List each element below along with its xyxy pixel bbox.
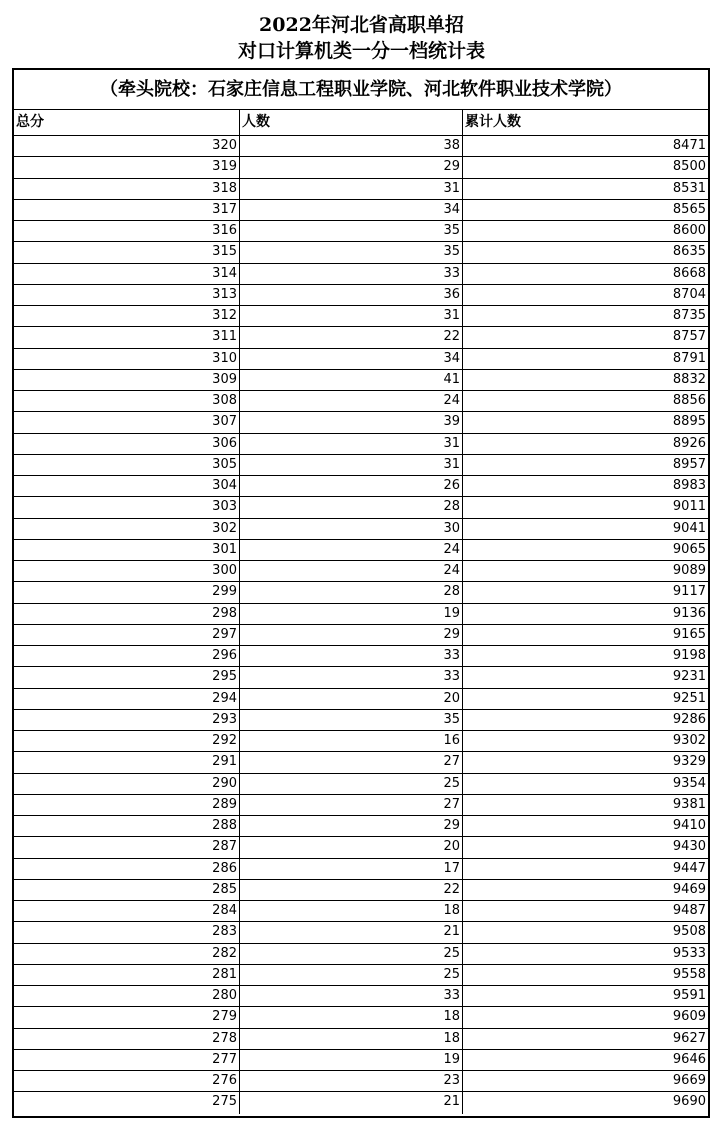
table-body (14, 136, 708, 1114)
cell-count: 33 (240, 646, 463, 666)
cell-total-score: 285 (14, 880, 240, 900)
cell-count: 34 (240, 200, 463, 220)
table-row (14, 604, 708, 625)
table-row (14, 1092, 708, 1113)
cell-count: 18 (240, 1007, 463, 1027)
cell-total-score: 296 (14, 646, 240, 666)
table-row (14, 731, 708, 752)
cell-cumulative-count: 9165 (672, 626, 706, 642)
cell-count: 19 (240, 1050, 463, 1070)
cell-total-score: 314 (14, 264, 240, 284)
cell-cumulative-count: 9690 (672, 1094, 706, 1110)
cell-total-score: 311 (14, 327, 240, 347)
score-table (12, 68, 710, 1118)
cell-count: 28 (240, 497, 463, 517)
table-row (14, 136, 708, 157)
lead-institutions-caption: （牵头院校：石家庄信息工程职业学院、河北软件职业技术学院） (14, 70, 708, 110)
cell-total-score: 304 (14, 476, 240, 496)
cell-count: 31 (240, 434, 463, 454)
cell-cumulative-count: 9508 (672, 924, 706, 940)
cell-count: 35 (240, 710, 463, 730)
cell-total-score: 292 (14, 731, 240, 751)
cell-cumulative-count: 8757 (672, 329, 706, 345)
cell-count: 30 (240, 519, 463, 539)
table-row (14, 922, 708, 943)
cell-cumulative-count: 8471 (672, 138, 706, 153)
cell-total-score: 286 (14, 859, 240, 879)
cell-cumulative-count: 9198 (672, 648, 706, 663)
cell-total-score: 310 (14, 349, 240, 369)
cell-total-score: 313 (14, 285, 240, 305)
page-subtitle-title: 对口计算机类一分一档统计表 (237, 40, 485, 62)
table-row (14, 1029, 708, 1050)
cell-count: 18 (240, 1029, 463, 1049)
cell-cumulative-count: 9354 (672, 775, 706, 791)
table-row (14, 667, 708, 688)
cell-cumulative-count: 8704 (672, 286, 706, 302)
cell-count: 24 (240, 391, 463, 411)
cell-total-score: 300 (14, 561, 240, 581)
table-row (14, 625, 708, 646)
cell-count: 16 (240, 731, 463, 751)
cell-total-score: 319 (14, 157, 240, 177)
cell-total-score: 290 (14, 774, 240, 794)
cell-count: 23 (240, 1071, 463, 1091)
cell-total-score: 282 (14, 944, 240, 964)
cell-count: 18 (240, 901, 463, 921)
cell-cumulative-count: 8983 (672, 478, 706, 493)
cell-count: 21 (240, 922, 463, 942)
cell-count: 22 (240, 327, 463, 347)
table-row (14, 221, 708, 242)
cell-cumulative-count: 9136 (672, 605, 706, 621)
table-row (14, 582, 708, 603)
cell-cumulative-count: 9381 (672, 796, 706, 812)
cell-total-score: 307 (14, 412, 240, 432)
cell-total-score: 289 (14, 795, 240, 815)
cell-cumulative-count: 9231 (672, 669, 706, 685)
table-row (14, 880, 708, 901)
cell-total-score: 308 (14, 391, 240, 411)
cell-cumulative-count: 8832 (672, 371, 706, 387)
cell-total-score: 283 (14, 922, 240, 942)
table-row (14, 774, 708, 795)
cell-total-score: 275 (14, 1092, 240, 1113)
table-row (14, 434, 708, 455)
cell-count: 24 (240, 540, 463, 560)
cell-count: 19 (240, 604, 463, 624)
table-row (14, 370, 708, 391)
table-row (14, 349, 708, 370)
cell-cumulative-count: 9627 (672, 1030, 706, 1046)
header-count: 人数 (240, 110, 463, 135)
cell-total-score: 315 (14, 242, 240, 262)
cell-cumulative-count: 8500 (672, 159, 706, 175)
cell-count: 27 (240, 795, 463, 815)
cell-cumulative-count: 8856 (672, 393, 706, 408)
cell-count: 34 (240, 349, 463, 369)
cell-cumulative-count: 9646 (672, 1051, 706, 1067)
table-row (14, 391, 708, 412)
cell-count: 26 (240, 476, 463, 496)
table-row (14, 965, 708, 986)
cell-total-score: 298 (14, 604, 240, 624)
cell-count: 41 (240, 370, 463, 390)
cell-total-score: 279 (14, 1007, 240, 1027)
cell-total-score: 277 (14, 1050, 240, 1070)
table-row (14, 540, 708, 561)
cell-cumulative-count: 9011 (672, 499, 706, 515)
table-row (14, 837, 708, 858)
table-row (14, 1071, 708, 1092)
cell-cumulative-count: 9329 (672, 754, 706, 770)
cell-total-score: 295 (14, 667, 240, 687)
table-row (14, 752, 708, 773)
cell-total-score: 303 (14, 497, 240, 517)
cell-total-score: 318 (14, 179, 240, 199)
table-row (14, 986, 708, 1007)
cell-total-score: 317 (14, 200, 240, 220)
cell-count: 31 (240, 455, 463, 475)
table-row (14, 795, 708, 816)
table-row (14, 242, 708, 263)
cell-cumulative-count: 9447 (672, 860, 706, 876)
cell-cumulative-count: 8926 (672, 435, 706, 451)
cell-total-score: 301 (14, 540, 240, 560)
cell-cumulative-count: 8668 (672, 265, 706, 281)
cell-cumulative-count: 8735 (672, 308, 706, 323)
cell-cumulative-count: 9251 (672, 690, 706, 706)
cell-cumulative-count: 9430 (672, 839, 706, 855)
cell-count: 35 (240, 221, 463, 241)
cell-total-score: 278 (14, 1029, 240, 1049)
table-row (14, 497, 708, 518)
table-row (14, 519, 708, 540)
cell-cumulative-count: 9609 (672, 1009, 706, 1025)
table-row (14, 157, 708, 178)
table-row (14, 944, 708, 965)
cell-total-score: 320 (14, 136, 240, 156)
cell-total-score: 287 (14, 837, 240, 857)
cell-count: 20 (240, 689, 463, 709)
table-row (14, 285, 708, 306)
cell-cumulative-count: 9410 (672, 818, 706, 833)
cell-total-score: 291 (14, 752, 240, 772)
cell-total-score: 312 (14, 306, 240, 326)
cell-cumulative-count: 9669 (672, 1073, 706, 1088)
cell-cumulative-count: 8791 (672, 350, 706, 366)
cell-cumulative-count: 9533 (672, 945, 706, 961)
cell-count: 25 (240, 774, 463, 794)
cell-total-score: 284 (14, 901, 240, 921)
cell-total-score: 293 (14, 710, 240, 730)
cell-cumulative-count: 9041 (672, 520, 706, 536)
cell-count: 31 (240, 179, 463, 199)
cell-count: 31 (240, 306, 463, 326)
cell-total-score: 316 (14, 221, 240, 241)
cell-count: 17 (240, 859, 463, 879)
cell-total-score: 299 (14, 582, 240, 602)
table-row (14, 1050, 708, 1071)
cell-cumulative-count: 9558 (672, 966, 706, 982)
cell-total-score: 302 (14, 519, 240, 539)
table-row (14, 476, 708, 497)
cell-cumulative-count: 8531 (672, 180, 706, 196)
cell-cumulative-count: 9302 (672, 733, 706, 748)
cell-total-score: 276 (14, 1071, 240, 1091)
table-row (14, 859, 708, 880)
cell-cumulative-count: 9065 (672, 541, 706, 557)
table-row (14, 412, 708, 433)
cell-total-score: 297 (14, 625, 240, 645)
table-row (14, 455, 708, 476)
cell-count: 22 (240, 880, 463, 900)
cell-cumulative-count: 8895 (672, 414, 706, 430)
cell-count: 28 (240, 582, 463, 602)
table-row (14, 646, 708, 667)
cell-count: 33 (240, 264, 463, 284)
cell-total-score: 294 (14, 689, 240, 709)
cell-total-score: 305 (14, 455, 240, 475)
table-row (14, 901, 708, 922)
table-row (14, 710, 708, 731)
cell-cumulative-count: 9117 (672, 584, 706, 600)
cell-count: 29 (240, 625, 463, 645)
cell-count: 21 (240, 1092, 463, 1113)
table-row (14, 689, 708, 710)
cell-count: 29 (240, 816, 463, 836)
table-header-row (14, 110, 708, 136)
cell-count: 24 (240, 561, 463, 581)
table-row (14, 179, 708, 200)
header-cumulative-count: 累计人数 (465, 114, 521, 130)
cell-count: 25 (240, 965, 463, 985)
table-row (14, 306, 708, 327)
cell-cumulative-count: 8600 (672, 223, 706, 238)
cell-total-score: 280 (14, 986, 240, 1006)
table-row (14, 561, 708, 582)
cell-cumulative-count: 8635 (672, 244, 706, 260)
cell-count: 33 (240, 986, 463, 1006)
table-row (14, 816, 708, 837)
cell-count: 25 (240, 944, 463, 964)
cell-count: 38 (240, 136, 463, 156)
cell-cumulative-count: 9286 (672, 711, 706, 727)
cell-cumulative-count: 9487 (672, 903, 706, 918)
cell-total-score: 306 (14, 434, 240, 454)
table-row (14, 327, 708, 348)
cell-cumulative-count: 9469 (672, 881, 706, 897)
cell-count: 33 (240, 667, 463, 687)
page-title: 2022年河北省高职单招 (259, 14, 464, 36)
cell-cumulative-count: 9591 (672, 988, 706, 1003)
table-row (14, 264, 708, 285)
cell-cumulative-count: 8565 (672, 201, 706, 217)
cell-count: 36 (240, 285, 463, 305)
cell-cumulative-count: 8957 (672, 456, 706, 472)
cell-cumulative-count: 9089 (672, 563, 706, 578)
table-row (14, 200, 708, 221)
table-row (14, 1007, 708, 1028)
header-total-score: 总分 (14, 110, 240, 135)
cell-count: 35 (240, 242, 463, 262)
cell-total-score: 288 (14, 816, 240, 836)
cell-count: 39 (240, 412, 463, 432)
cell-total-score: 309 (14, 370, 240, 390)
cell-count: 20 (240, 837, 463, 857)
cell-total-score: 281 (14, 965, 240, 985)
cell-count: 27 (240, 752, 463, 772)
cell-count: 29 (240, 157, 463, 177)
